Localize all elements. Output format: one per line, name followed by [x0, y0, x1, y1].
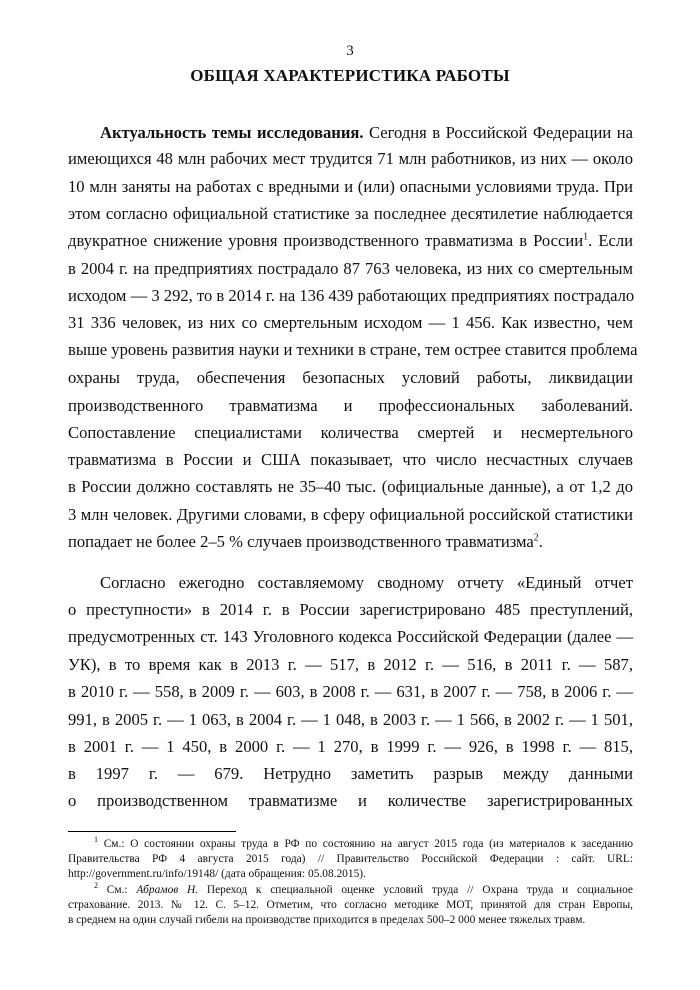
- text-span: . Если: [588, 231, 633, 250]
- text-span: См.: О состоянии охраны труда в РФ по состоянию на август 2015 года (из материалов к заседанию: [98, 838, 633, 850]
- text-line: 3 млн человек. Другими словами, в сферу официальной российской статистики: [68, 505, 633, 524]
- footnote-ref: 2: [533, 532, 539, 544]
- text-line: о преступности» в 2014 г. в России зарегистрировано 485 преступлений,: [68, 600, 633, 619]
- footnote-mark: 2: [94, 881, 98, 891]
- text-line: Сопоставление специалистами количества смертей и несмертельного: [68, 423, 633, 442]
- page-number: 3: [346, 43, 354, 59]
- text-line: охраны труда, обеспечения безопасных условий работы, ликвидации: [68, 368, 633, 387]
- text-line: в России должно составлять не 35–40 тыс. (официальные данные), а от 1,2 до: [68, 477, 633, 496]
- text-line: производственного травматизма и профессиональных заболеваний.: [68, 396, 633, 415]
- text-line: Согласно ежегодно составляемому сводному отчету «Единый отчет: [100, 573, 633, 592]
- text-span: попадает не более 2–5 % случаев производственного травматизма: [68, 532, 534, 551]
- footnote-line: Правительства РФ 4 августа 2015 года) // Правительство Российской Федерации : сайт. URL:: [68, 853, 633, 865]
- footnote-line: [94, 883, 633, 897]
- text-line: имеющихся 48 млн рабочих мест трудится 71 млн работников, из них — около: [68, 149, 633, 168]
- text-span: Переход к специальной оценке условий труда // Охрана труда и социальное: [198, 884, 633, 896]
- text-span: Сегодня в Российской Федерации на: [363, 123, 633, 142]
- paragraph-lead: Актуальность темы исследования.: [100, 123, 364, 142]
- text-span: .: [538, 532, 543, 551]
- footnote-line: в среднем на один случай гибели на производстве приходится в пределах 500–2 000 менее тяжелых травм.: [68, 914, 586, 926]
- footnote-line: [94, 837, 633, 851]
- text-line: [100, 122, 633, 144]
- text-line: [68, 531, 633, 553]
- text-line: 10 млн заняты на работах с вредными и (или) опасными условиями труда. При: [68, 177, 633, 196]
- text-line: о производственном травматизме и количестве зарегистрированных: [68, 791, 633, 810]
- text-span: См.:: [98, 884, 137, 896]
- text-line: исходом — 3 292, то в 2014 г. на 136 439 работающих предприятиях пострадало: [68, 286, 635, 305]
- footnote-line: страхование. 2013. № 12. С. 5–12. Отметим, что согласно методике МОТ, принятой для стран Европы,: [68, 899, 633, 911]
- footnote-divider: [68, 831, 236, 832]
- footnote-mark: 1: [94, 835, 98, 845]
- section-heading: ОБЩАЯ ХАРАКТЕРИСТИКА РАБОТЫ: [190, 66, 510, 85]
- text-line: 991, в 2005 г. — 1 063, в 2004 г. — 1 048, в 2003 г. — 1 566, в 2002 г. — 1 501,: [68, 710, 633, 729]
- footnote-line: http://government.ru/info/19148/ (дата обращения: 05.08.2015).: [68, 868, 366, 880]
- text-line: в 1997 г. — 679. Нетрудно заметить разрыв между данными: [68, 764, 633, 783]
- text-line: [68, 230, 633, 252]
- text-line: травматизма в России и США показывает, что число несчастных случаев: [68, 450, 633, 469]
- text-span: двукратное снижение уровня производственного травматизма в России: [68, 231, 584, 250]
- text-line: в 2010 г. — 558, в 2009 г. — 603, в 2008 г. — 631, в 2007 г. — 758, в 2006 г. —: [68, 682, 633, 701]
- text-line: УК), в то время как в 2013 г. — 517, в 2012 г. — 516, в 2011 г. — 587,: [68, 655, 633, 674]
- text-line: предусмотренных ст. 143 Уголовного кодекса Российской Федерации (далее —: [68, 627, 633, 646]
- text-line: в 2004 г. на предприятиях пострадало 87 763 человека, из них со смертельным: [68, 259, 633, 278]
- text-line: этом согласно официальной статистике за последнее десятилетие наблюдается: [68, 204, 633, 223]
- text-line: в 2001 г. — 1 450, в 2000 г. — 1 270, в 1999 г. — 926, в 1998 г. — 815,: [68, 737, 633, 756]
- footnote-author: Абрамов Н.: [136, 884, 199, 896]
- text-line: выше уровень развития науки и техники в стране, тем острее ставится проблема: [68, 340, 638, 359]
- text-line: 31 336 человек, из них со смертельным исходом — 1 456. Как известно, чем: [68, 313, 633, 332]
- footnote-ref: 1: [583, 231, 589, 243]
